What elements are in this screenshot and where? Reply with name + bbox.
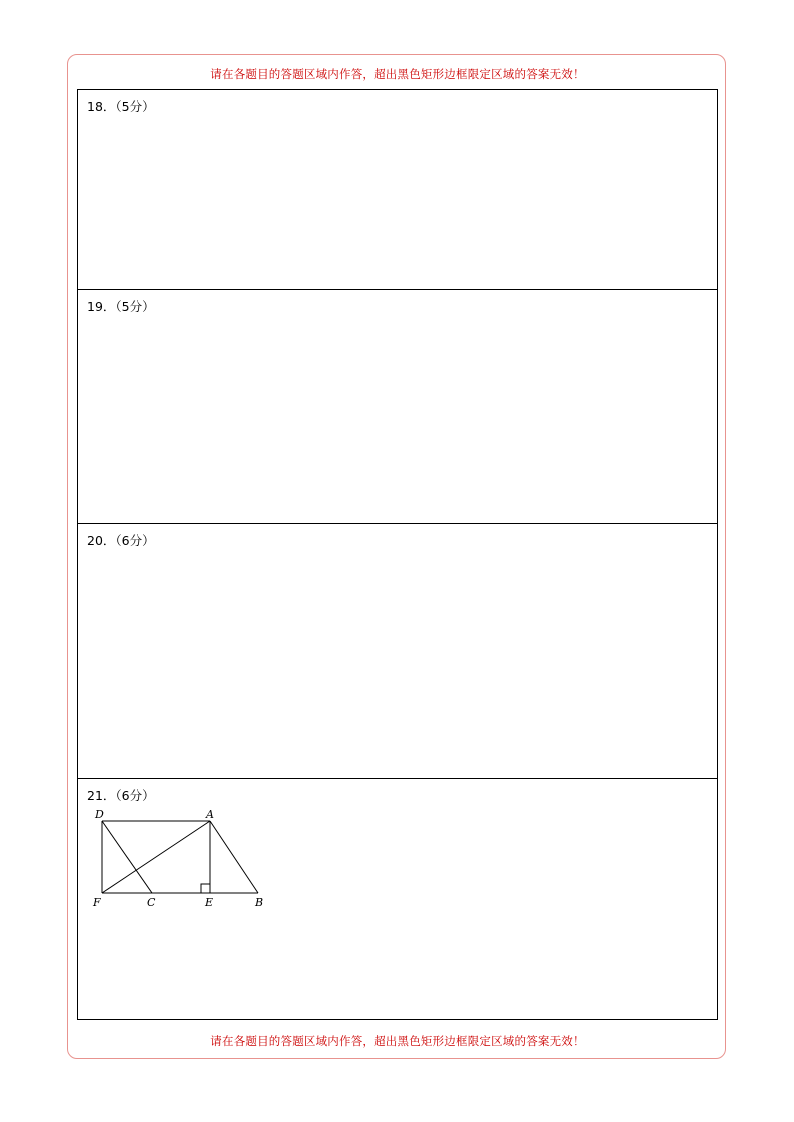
question-block-20[interactable]	[78, 524, 717, 779]
question-label-18: 18．（5分）	[87, 99, 155, 114]
figure-vertex-label-A: A	[206, 808, 214, 821]
notice-top: 请在各题目的答题区域内作答，超出黑色矩形边框限定区域的答案无效！	[210, 67, 585, 81]
figure-vertex-label-E: E	[205, 896, 214, 909]
red-border-frame	[67, 54, 726, 1059]
question-block-19[interactable]	[78, 290, 717, 524]
figure-vertex-label-F: F	[93, 896, 101, 909]
geometry-figure-trapezoid	[90, 805, 310, 915]
question-label-19: 19．（5分）	[87, 299, 155, 314]
figure-vertex-label-C: C	[147, 896, 156, 909]
figure-vertex-label-B: B	[255, 896, 264, 909]
answer-region-box	[77, 89, 718, 1020]
question-label-21: 21．（6分）	[87, 788, 155, 803]
question-block-18[interactable]	[78, 90, 717, 290]
question-label-20: 20．（6分）	[87, 533, 155, 548]
notice-bottom: 请在各题目的答题区域内作答，超出黑色矩形边框限定区域的答案无效！	[210, 1034, 585, 1048]
question-block-21[interactable]	[78, 779, 717, 1019]
figure-vertex-label-D: D	[95, 808, 104, 821]
